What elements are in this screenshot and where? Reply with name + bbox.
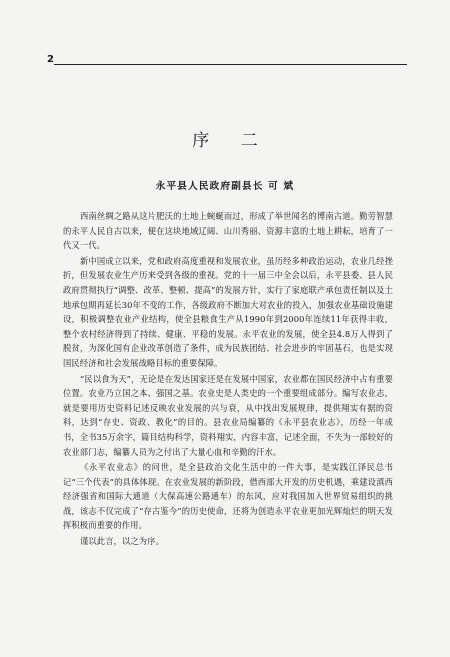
page-number: 2: [47, 54, 54, 65]
page-title: 序 二: [192, 131, 271, 151]
paragraph: “民以食为天”，无论是在发达国家还是在发展中国家，农业都在国民经济中占有重要位置。农业乃立国之本、强国之基。农业史是人类史的一个重要组成部分。编写农业志，就是要用历史资料记述反映农业发展的兴与衰，从中找出发展规律，提供翔实有据的资料，达到“存史、资政、教化”的目的。县农业局编纂的《永平县农业志》，历经一年成书，全书35万余字，篇目结构科学，资料翔实，内容丰富，记述全面，不失为一部较好的农业部门志，编纂人员为之付出了大量心血和辛勤的汗水。: [63, 373, 393, 457]
paragraph: 新中国成立以来，党和政府高度重视和发展农业，虽历经多种政治运动，农业几经挫折，但发展农业生产历来受到各级的重视。党的十一届三中全会以后，永平县委、县人民政府贯彻执行“调整、改革、整顿、提高”的发展方针，实行了家庭联产承包责任制以及土地承包期再延长30年不变的工作，各级政府不断加大对农业的投入，加强农业基础设施建设，积极调整农业产业结构，使全县粮食生产从1990年到2000年连续11年获得丰收，整个农村经济得到了持续、健康、平稳的发展。永平农业的发展，使全县4.8万人得到了脱贫，为深化国有企业改革创造了条件，成为民族团结、社会进步的牢固基石，也是实现国民经济和社会发展战略目标的重要保障。: [63, 255, 393, 368]
paragraph: 《永平农业志》的问世，是全县政治文化生活中的一件大事，是实践江泽民总书记“三个代表”的具体体现。在农业发展的新阶段，借西部大开发的历史机遇，乘建设滇西经济强省和国际大通道（大保高速公路通车）的东风，应对我国加入世界贸易组织的挑战，该志不仅完成了“存古鉴今”的历史使命，还将为创造永平农业更加光辉灿烂的明天发挥积极而重要的作用。: [63, 462, 393, 531]
header-rule: [54, 64, 407, 65]
author-byline: 永平县人民政府副县长 可 斌: [155, 181, 295, 192]
body-text: [63, 209, 393, 550]
paragraph: 西南丝绸之路从这片肥沃的土地上蜿蜒而过，形成了举世闻名的博南古道。勤劳智慧的永平人民自古以来，便在这块地域辽阔、山川秀丽、资源丰富的土地上耕耘，培育了一代又一代。: [63, 211, 393, 251]
paragraph: 谨以此言，以之为序。: [80, 536, 164, 547]
